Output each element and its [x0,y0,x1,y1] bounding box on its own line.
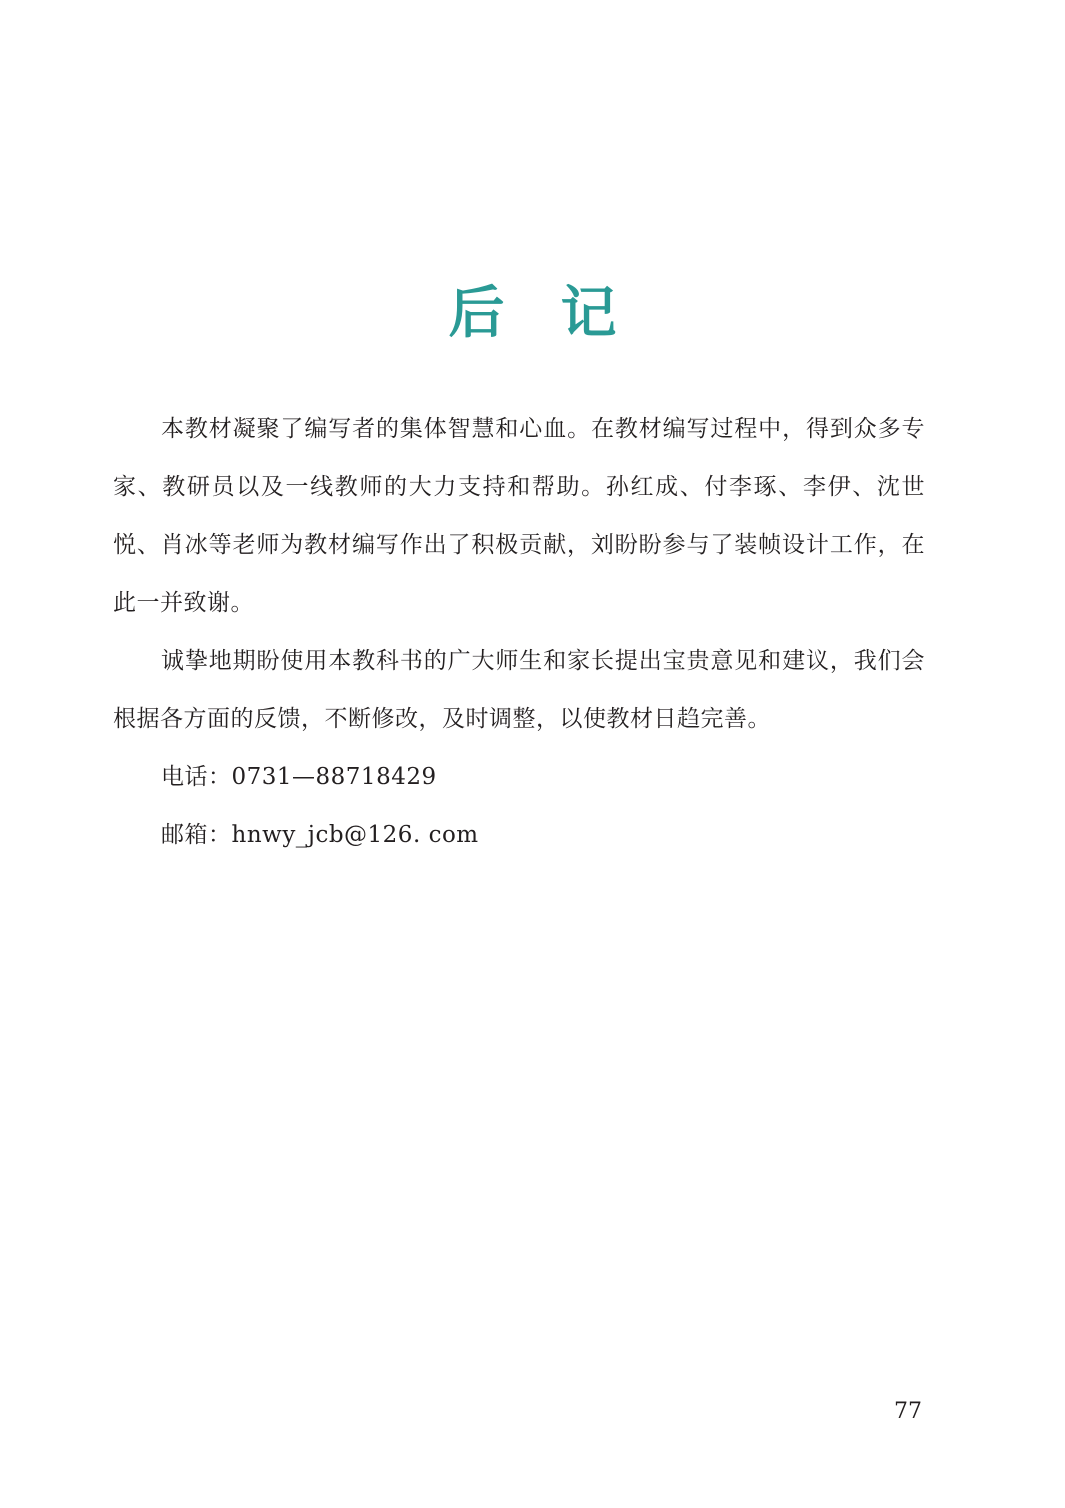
afterword-body [113,400,925,864]
page-number: 77 [894,1399,922,1424]
page-title [0,276,1065,352]
phone-line: 电话：0731—88718429 [161,764,437,790]
email-line: 邮箱：hnwy_jcb@126. com [161,822,479,848]
title-char-1: 后 [448,280,561,346]
acknowledgement-paragraph: 本教材凝聚了编写者的集体智慧和心血。在教材编写过程中，得到众多专家、教研员以及一线教师的大力支持和帮助。孙红成、付李琢、李伊、沈世悦、肖冰等老师为教材编写作出了积极贡献，刘盼盼参与了装帧设计工作，在此一并致谢。 [113,416,925,616]
title-char-2: 记 [560,280,673,346]
feedback-paragraph: 诚挚地期盼使用本教科书的广大师生和家长提出宝贵意见和建议，我们会根据各方面的反馈，不断修改，及时调整，以使教材日趋完善。 [113,648,925,732]
